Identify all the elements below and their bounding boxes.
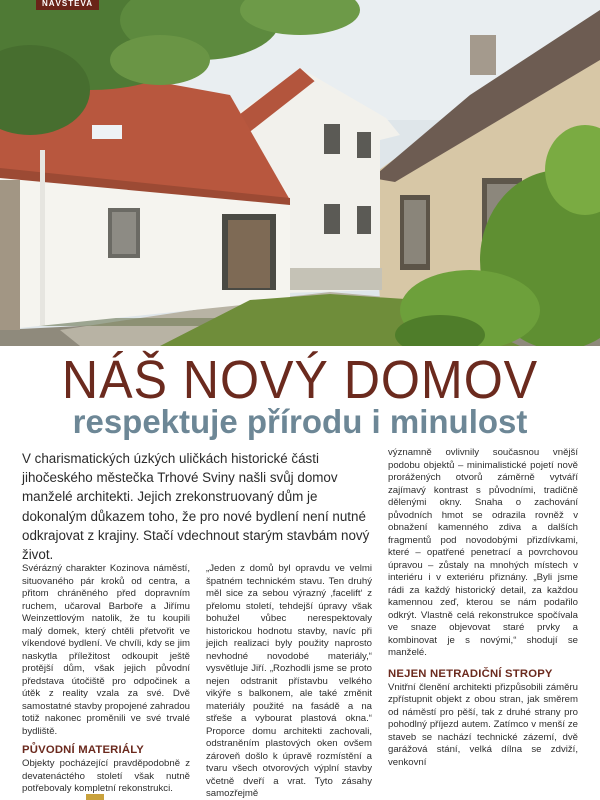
paragraph: významně ovlivnily současnou vnější podobu objektů – minimalistické pojetí nově prorážených otvorů záměrně vytváří zajímavý kontrast s původními, tradičně dělenými okny. Snaha o zachování původních hmot se odrazila rovněž v obnažení kamenného zdiva a dalších fragmentů pod novodobými přizdívkami, které – opatřené penetrací a povrchovou úpravou – zůstaly na mnohých místech v interiéru i v exteriéru přiznány. „Byli jsme rádi za každý historický detail, za každou kamennou zeď, kterou se nám podařilo odkrýt. Vlastně celá rekonstrukce spočívala ve snaze objevovat staré prvky a kombinovat je s novými,“ shodují se manželé. — [388, 447, 578, 658]
paragraph: Vnitřní členění architekti přizpůsobili záměru zpřístupnit objekt z obou stran, jak směrem od náměstí pro pěší, tak z druhé strany pro pohodlný příjezd autem. Zatímco v menší ze staveb se nachází technické zázemí, dvě garážová stání, velká dílna se zdviží, venkovní — [388, 681, 578, 768]
article-lead: V charismatických úzkých uličkách historické části jihočeského městečka Trhové Sviny našli svůj domov manželé architekti. Jejich zrekonstruovaný dům je dokonalým důkazem toho, že pro nové bydlení není nutné odkrajovat z krajiny. Stačí vdechnout starým stavbám nový život. — [22, 451, 370, 563]
text-column-1 — [22, 563, 190, 796]
section-tag: NÁVŠTĚVA — [36, 0, 99, 10]
article-photo — [0, 0, 600, 346]
article-subtitle: respektuje přírodu i minulost — [72, 403, 528, 440]
section-heading-ceilings: NEJEN NETRADIČNÍ STROPY — [388, 667, 553, 680]
text-column-3 — [388, 447, 578, 769]
headline — [0, 352, 600, 440]
paragraph: Svérázný charakter Kozinova náměstí, situovaného pár kroků od centra, a přitom chráněného před dopravním ruchem, učaroval Barboře a Jiřímu Weinzettlovým natolik, že tu koupili malý domek, který chtěli přetvořit ve víkendové bydlení. Ve chvíli, kdy se jim naskytla příležitost odkoupit ještě protější dům, však jejich původní představa útočiště pro odpočinek a útěk z reality vzala za své. Dvě samostatné stavby propojené zahradou totiž nakonec proměnili ve své trvalé bydliště. — [22, 563, 190, 737]
section-heading-materials: PŮVODNÍ MATERIÁLY — [22, 744, 145, 756]
house-photo-illustration — [0, 0, 600, 346]
footer-decoration — [86, 794, 104, 800]
text-column-2 — [206, 563, 372, 800]
paragraph: Objekty pocházející pravděpodobně z devatenáctého století však nutně potřebovaly kompletní rekonstrukci. — [22, 758, 190, 794]
paragraph: „Jeden z domů byl opravdu ve velmi špatném technickém stavu. Ten druhý měl sice za sebou výrazný ‚facelift‘ z přelomu století, tehdejší úpravy však bohužel vůbec nerespektovaly historickou hodnotu stavby, navíc při jejich realizaci byly použity naprosto nevhodné novodobé materiály,“ vysvětluje Jiří. „Rozhodli jsme se proto nejen odstranit přístavbu velkého vikýře s balkonem, ale také změnit materiály použité na fasádě a na střeše a vybourat plastová okna.“ Proporce domu architekti zachovali, odstraněním plastových oken ovšem zároveň došlo k úpravě rozmístění a tvaru všech otvorových výplní stavby včetně dveří a vrat. Tyto zásahy samozřejmě — [206, 563, 372, 799]
article-title: NÁŠ NOVÝ DOMOV — [61, 350, 539, 410]
